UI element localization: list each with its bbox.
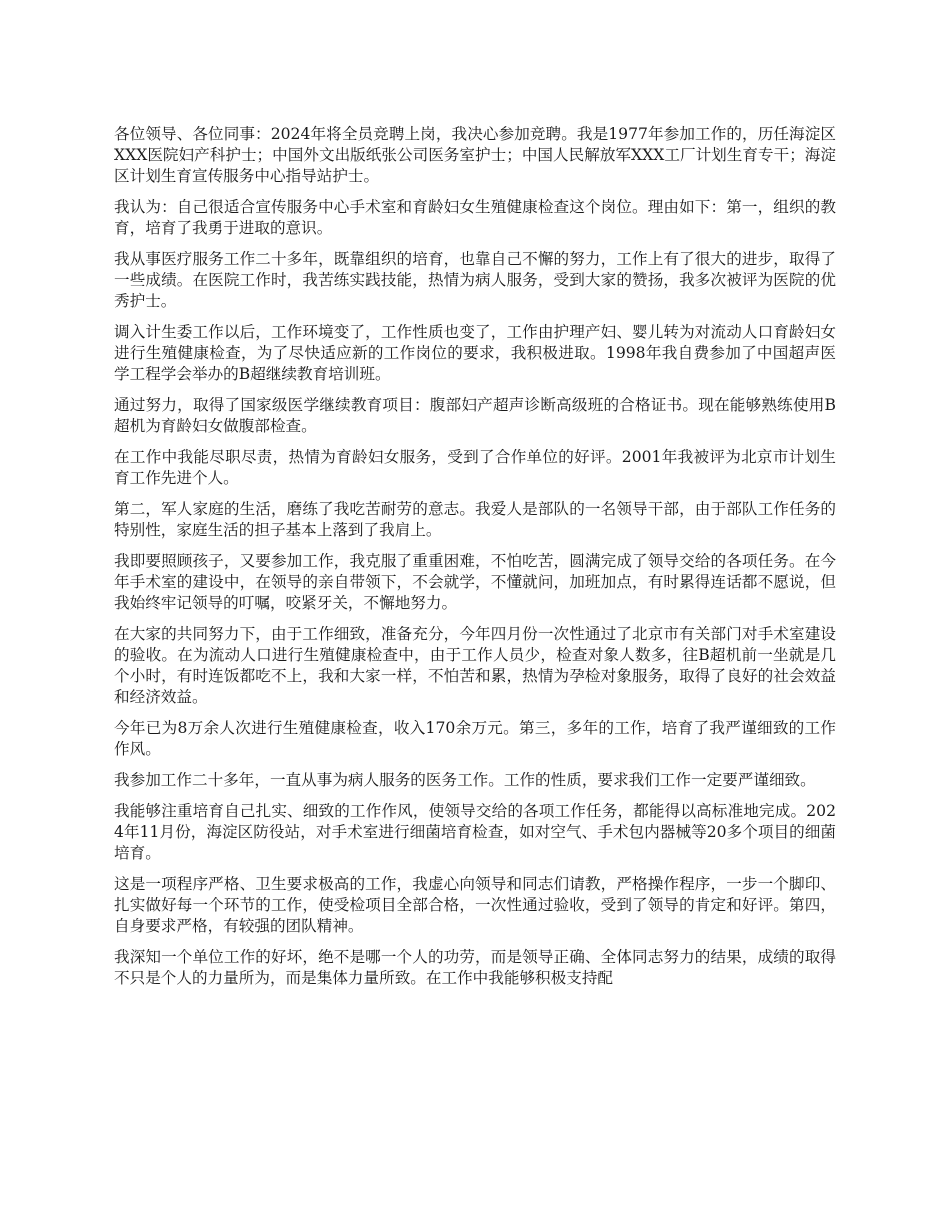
paragraph-5: 通过努力，取得了国家级医学继续教育项目：腹部妇产超声诊断高级班的合格证书。现在能够熟练使用B超机为育龄妇女做腹部检查。 — [114, 396, 836, 435]
paragraph-1: 各位领导、各位同事：2024年将全员竞聘上岗，我决心参加竞聘。我是1977年参加工作的，历任海淀区XXX医院妇产科护士；中国外文出版纸张公司医务室护士；中国人民解放军XXX工厂计划生育专干；海淀区计划生育宣传服务中心指导站护士。 — [114, 125, 836, 185]
paragraph-8: 我即要照顾孩子，又要参加工作，我克服了重重困难，不怕吃苦，圆满完成了领导交给的各项任务。在今年手术室的建设中，在领导的亲自带领下，不会就学，不懂就问，加班加点，有时累得连话都不愿说，但我始终牢记领导的叮嘱，咬紧牙关，不懈地努力。 — [114, 552, 836, 612]
document-page — [114, 124, 836, 999]
paragraph-7: 第二，军人家庭的生活，磨练了我吃苦耐劳的意志。我爱人是部队的一名领导干部，由于部队工作任务的特别性，家庭生活的担子基本上落到了我肩上。 — [114, 500, 836, 539]
paragraph-9: 在大家的共同努力下，由于工作细致，准备充分，今年四月份一次性通过了北京市有关部门对手术室建设的验收。在为流动人口进行生殖健康检查中，由于工作人员少，检查对象人数多，往B超机前一坐就是几个小时，有时连饭都吃不上，我和大家一样，不怕苦和累，热情为孕检对象服务，取得了良好的社会效益和经济效益。 — [114, 625, 836, 706]
paragraph-12: 我能够注重培育自己扎实、细致的工作作风，使领导交给的各项工作任务，都能得以高标准地完成。2024年11月份，海淀区防役站，对手术室进行细菌培育检查，如对空气、手术包内器械等20多个项目的细菌培育。 — [114, 802, 836, 862]
paragraph-14: 我深知一个单位工作的好坏，绝不是哪一个人的功劳，而是领导正确、全体同志努力的结果，成绩的取得不只是个人的力量所为，而是集体力量所致。在工作中我能够积极支持配 — [114, 948, 836, 987]
paragraph-6: 在工作中我能尽职尽责，热情为育龄妇女服务，受到了合作单位的好评。2001年我被评为北京市计划生育工作先进个人。 — [114, 448, 836, 487]
paragraph-2: 我认为：自己很适合宣传服务中心手术室和育龄妇女生殖健康检查这个岗位。理由如下：第一，组织的教育，培育了我勇于进取的意识。 — [114, 198, 836, 237]
paragraph-3: 我从事医疗服务工作二十多年，既靠组织的培育，也靠自己不懈的努力，工作上有了很大的进步，取得了一些成绩。在医院工作时，我苦练实践技能，热情为病人服务，受到大家的赞扬，我多次被评为医院的优秀护士。 — [114, 250, 836, 310]
paragraph-4: 调入计生委工作以后，工作环境变了，工作性质也变了，工作由护理产妇、婴儿转为对流动人口育龄妇女进行生殖健康检查，为了尽快适应新的工作岗位的要求，我积极进取。1998年我自费参加了中国超声医学工程学会举办的B超继续教育培训班。 — [114, 323, 836, 383]
paragraph-10: 今年已为8万余人次进行生殖健康检查，收入170余万元。第三，多年的工作，培育了我严谨细致的工作作风。 — [114, 719, 836, 758]
paragraph-13: 这是一项程序严格、卫生要求极高的工作，我虚心向领导和同志们请教，严格操作程序，一步一个脚印、扎实做好每一个环节的工作，使受检项目全部合格，一次性通过验收，受到了领导的肯定和好评。第四，自身要求严格，有较强的团队精神。 — [114, 875, 836, 935]
paragraph-11: 我参加工作二十多年，一直从事为病人服务的医务工作。工作的性质，要求我们工作一定要严谨细致。 — [114, 771, 816, 789]
